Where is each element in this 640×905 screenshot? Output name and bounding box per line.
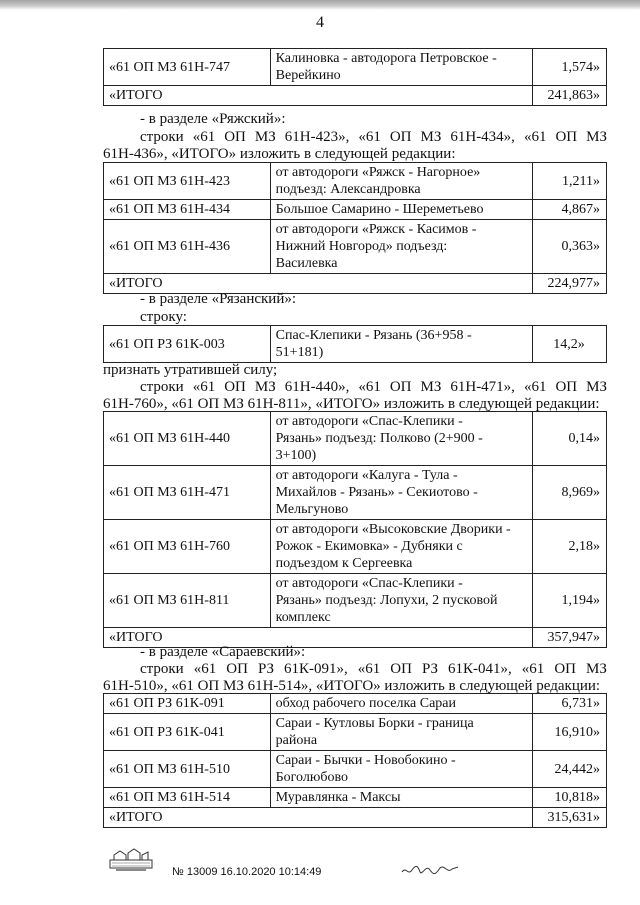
road-name-cell <box>270 49 532 86</box>
total-value: 241,863» <box>533 86 607 106</box>
instruction-word: «61 <box>358 129 381 145</box>
instruction-word: 61К-041», <box>448 661 512 677</box>
instruction-word: строки <box>140 129 184 145</box>
road-name-line: от автодороги «Спас-Клепики - <box>275 414 463 429</box>
total-label: «ИТОГО <box>104 274 533 294</box>
road-name-line: Михайлов - Рязань» - Секиотово - <box>275 485 478 500</box>
table-row <box>104 694 607 714</box>
table-ryazansky-removed <box>103 325 607 363</box>
road-name-line: Рязань» подъезд: Полково (2+900 - <box>275 431 483 446</box>
instruction-word: ОП <box>554 661 576 677</box>
table-row <box>104 788 607 808</box>
table-saraevsky <box>103 693 607 828</box>
ryazansky-instruction-line1 <box>140 379 607 396</box>
instruction-word: «61 <box>192 129 216 145</box>
saraevsky-instruction-line1 <box>140 661 607 678</box>
road-code-cell: «61 ОП МЗ 61Н-436 <box>104 220 271 274</box>
section-heading-ryazansky: - в разделе «Рязанский»: <box>140 291 297 307</box>
road-length-cell: 4,867» <box>533 200 607 220</box>
road-length-cell: 1,194» <box>533 574 607 628</box>
instruction-word: РЗ <box>257 661 274 677</box>
road-name-line: Василевка <box>275 256 338 271</box>
road-name-line: подъезд: Александровка <box>275 182 421 197</box>
road-name-line: 3+100) <box>275 448 317 463</box>
ryazansky-instruction-line2: 61Н-760», «61 ОП МЗ 61Н-811», «ИТОГО» изложить в следующей редакции: <box>103 396 600 412</box>
instruction-word: строки <box>140 661 184 677</box>
road-code-cell: «61 ОП РЗ 61К-003 <box>104 326 271 363</box>
road-code-cell: «61 ОП МЗ 61Н-471 <box>104 466 271 520</box>
road-name-cell <box>270 412 532 466</box>
table-total-row <box>104 808 607 828</box>
road-name-line: от автодороги «Ряжск - Нагорное» <box>275 165 481 180</box>
ryazhsky-instruction-line2: 61Н-436», «ИТОГО» изложить в следующей редакции: <box>103 146 456 162</box>
road-name-line: от автодороги «Ряжск - Касимов - <box>275 222 477 237</box>
table-row <box>104 326 607 363</box>
road-name-line: от автодороги «Калуга - Тула - <box>275 468 458 483</box>
road-name-line: Калиновка - автодорога Петровское - <box>275 51 497 66</box>
instruction-word: ОП <box>555 129 578 145</box>
instruction-word: 61К-091», <box>284 661 348 677</box>
road-name-line: Рязань» подъезд: Лопухи, 2 пусковой <box>275 593 498 608</box>
road-name-line: комплекс <box>275 610 331 625</box>
document-registration-stamp: № 13009 16.10.2020 10:14:49 <box>172 866 322 878</box>
instruction-word: МЗ <box>586 379 607 395</box>
road-name-line: Нижний Новгород» подъезд: <box>275 239 448 254</box>
table-row <box>104 714 607 751</box>
table-row <box>104 220 607 274</box>
table-row <box>104 751 607 788</box>
instruction-word: «61 <box>523 379 547 395</box>
road-length-cell: 0,14» <box>533 412 607 466</box>
ryazansky-invalid-text: признать утратившей силу; <box>103 362 278 378</box>
signature-icon <box>400 862 460 878</box>
road-code-cell: «61 ОП МЗ 61Н-760 <box>104 520 271 574</box>
total-value: 315,631» <box>533 808 607 828</box>
road-length-cell: 0,363» <box>533 220 607 274</box>
road-name-line: 51+181) <box>275 345 324 360</box>
road-name-cell <box>270 326 532 363</box>
instruction-word: «61 <box>523 129 547 145</box>
road-code-cell: «61 ОП МЗ 61Н-434 <box>104 200 271 220</box>
section-heading-saraevsky: - в разделе «Сараевский»: <box>140 644 306 660</box>
road-name-line: от автодороги «Спас-Клепики - <box>275 576 463 591</box>
instruction-word: ОП <box>226 661 248 677</box>
table-row <box>104 412 607 466</box>
table-ryazhsky <box>103 162 607 294</box>
road-name-line: Спас-Клепики - Рязань (36+958 - <box>275 328 472 343</box>
road-name-line: Боголюбово <box>275 770 348 785</box>
road-name-cell <box>270 574 532 628</box>
scan-top-edge <box>0 0 640 10</box>
road-name-cell <box>270 788 532 808</box>
instruction-word: 61Н-423», <box>284 129 350 145</box>
road-length-cell: 1,574» <box>533 49 607 86</box>
ryazansky-string-label: строку: <box>140 309 187 325</box>
ryazhsky-instruction-line1 <box>140 129 607 146</box>
road-name-cell <box>270 466 532 520</box>
instruction-word: ОП <box>224 379 246 395</box>
coat-of-arms-stamp-icon <box>108 846 154 872</box>
instruction-word: 61Н-440», <box>284 379 350 395</box>
instruction-word: ОП <box>389 129 412 145</box>
road-name-line: подъездом к Сергеевка <box>275 556 413 571</box>
table-total-row <box>104 86 607 106</box>
instruction-word: МЗ <box>420 129 442 145</box>
total-label: «ИТОГО <box>104 628 533 648</box>
road-name-cell <box>270 163 532 200</box>
instruction-word: «61 <box>521 661 545 677</box>
road-name-line: Сараи - Кутловы Борки - граница <box>275 716 474 731</box>
road-length-cell: 14,2» <box>533 326 607 363</box>
road-length-cell: 24,442» <box>533 751 607 788</box>
instruction-word: ОП <box>389 379 412 395</box>
instruction-word: «61 <box>358 379 381 395</box>
road-name-line: обход рабочего поселка Сараи <box>275 696 457 711</box>
road-length-cell: 1,211» <box>533 163 607 200</box>
road-name-line: Муравлянка - Максы <box>275 790 401 805</box>
road-name-cell <box>270 220 532 274</box>
instruction-word: РЗ <box>421 661 439 677</box>
instruction-word: МЗ <box>586 129 607 145</box>
saraevsky-instruction-line2: 61Н-510», «61 ОП МЗ 61Н-514», «ИТОГО» изложить в следующей редакции: <box>103 678 601 694</box>
instruction-word: строки <box>140 379 184 395</box>
instruction-word: МЗ <box>586 661 607 677</box>
page-number: 4 <box>316 14 324 31</box>
instruction-word: «61 <box>193 661 217 677</box>
instruction-word: ОП <box>555 379 578 395</box>
table-kalinovka <box>103 48 607 106</box>
instruction-word: «61 <box>357 661 381 677</box>
road-name-cell <box>270 714 532 751</box>
road-length-cell: 10,818» <box>533 788 607 808</box>
road-name-line: Мельгуново <box>275 502 349 517</box>
total-value: 224,977» <box>533 274 607 294</box>
road-code-cell: «61 ОП МЗ 61Н-423 <box>104 163 271 200</box>
table-ryazansky <box>103 411 607 648</box>
road-name-line: от автодороги «Высоковские Дворики - <box>275 522 511 537</box>
road-code-cell: «61 ОП МЗ 61Н-440 <box>104 412 271 466</box>
road-name-line: Рожок - Екимовка» - Дубняки с <box>275 539 463 554</box>
road-name-line: Верейкино <box>275 68 341 83</box>
road-code-cell: «61 ОП РЗ 61К-041 <box>104 714 271 751</box>
instruction-word: ОП <box>390 661 412 677</box>
instruction-word: МЗ <box>254 129 276 145</box>
total-value: 357,947» <box>533 628 607 648</box>
instruction-word: 61Н-471», <box>450 379 515 395</box>
table-row <box>104 466 607 520</box>
road-code-cell: «61 ОП МЗ 61Н-811 <box>104 574 271 628</box>
road-code-cell: «61 ОП РЗ 61К-091 <box>104 694 271 714</box>
table-row <box>104 163 607 200</box>
table-row <box>104 574 607 628</box>
road-code-cell: «61 ОП МЗ 61Н-510 <box>104 751 271 788</box>
road-name-cell <box>270 694 532 714</box>
road-length-cell: 2,18» <box>533 520 607 574</box>
instruction-word: МЗ <box>420 379 442 395</box>
instruction-word: 61Н-434», <box>450 129 515 145</box>
road-length-cell: 6,731» <box>533 694 607 714</box>
instruction-word: ОП <box>224 129 246 145</box>
section-heading-ryazhsky: - в разделе «Ряжский»: <box>140 111 286 127</box>
road-code-cell: «61 ОП МЗ 61Н-514 <box>104 788 271 808</box>
road-name-line: района <box>275 733 318 748</box>
road-name-cell <box>270 520 532 574</box>
road-name-cell <box>270 751 532 788</box>
road-length-cell: 8,969» <box>533 466 607 520</box>
total-label: «ИТОГО <box>104 808 533 828</box>
road-code-cell: «61 ОП МЗ 61Н-747 <box>104 49 271 86</box>
instruction-word: «61 <box>192 379 216 395</box>
road-name-line: Большое Самарино - Шереметьево <box>275 202 484 217</box>
road-name-line: Сараи - Бычки - Новобокино - <box>275 753 456 768</box>
table-row <box>104 49 607 86</box>
total-label: «ИТОГО <box>104 86 533 106</box>
instruction-word: МЗ <box>254 379 276 395</box>
table-row <box>104 200 607 220</box>
table-row <box>104 520 607 574</box>
road-length-cell: 16,910» <box>533 714 607 751</box>
road-name-cell <box>270 200 532 220</box>
